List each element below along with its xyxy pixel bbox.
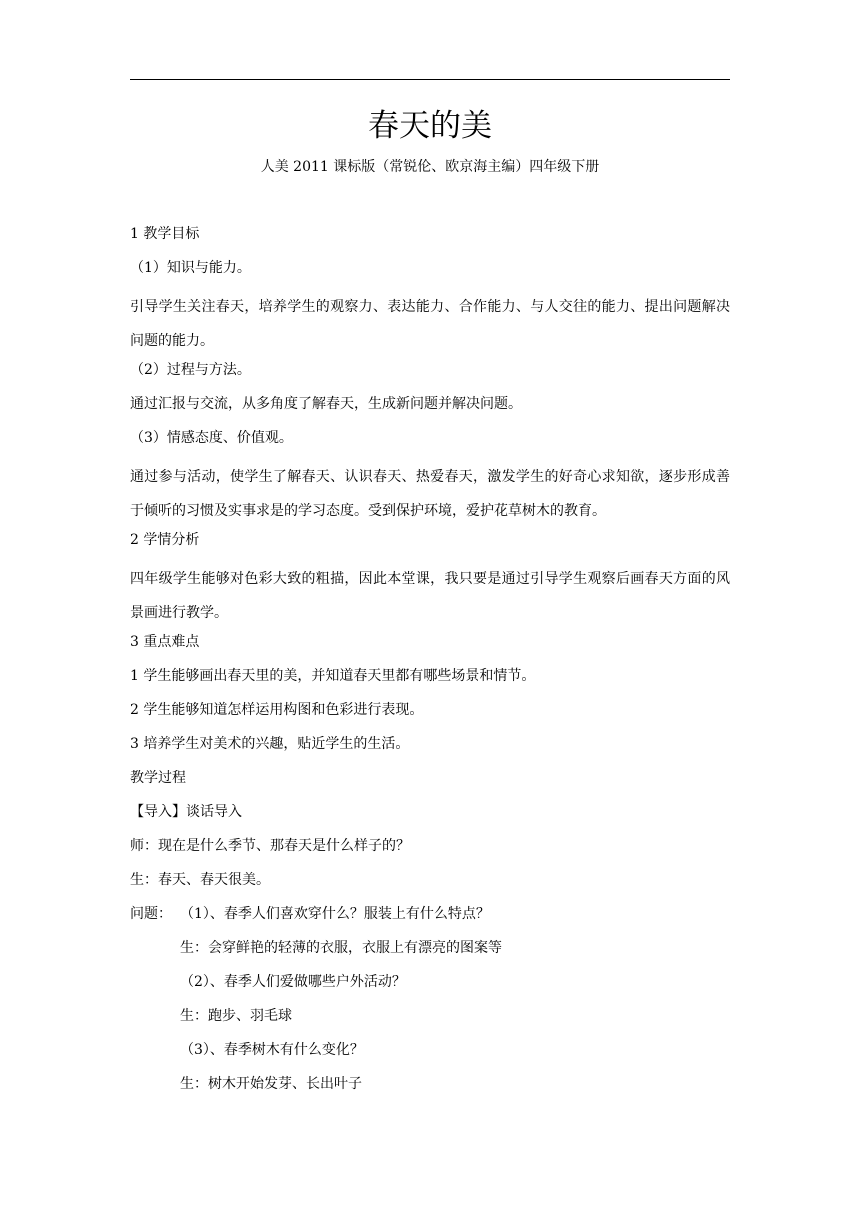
questions-label: 问题：	[130, 906, 172, 922]
question-item: （2）、春季人们爱做哪些户外活动？	[180, 974, 406, 990]
key-point-2: 2 学生能够知道怎样运用构图和色彩进行表现。	[130, 702, 424, 718]
step-intro: 【导入】谈话导入	[130, 804, 242, 820]
section-heading-key-points: 3 重点难点	[130, 634, 200, 650]
question-item: （1）、春季人们喜欢穿什么？服装上有什么特点？	[180, 906, 490, 922]
section-heading-objectives: 1 教学目标	[130, 226, 200, 242]
document-title: 春天的美	[368, 108, 492, 144]
paragraph-process: 通过汇报与交流，从多角度了解春天，生成新问题并解决问题。	[130, 396, 522, 412]
question-item: （3）、春季树木有什么变化？	[180, 1042, 364, 1058]
paragraph-analysis: 四年级学生能够对色彩大致的粗描，因此本堂课，我只要是通过引导学生观察后画春天方面的风景画进行教学。	[130, 571, 730, 621]
document-body	[130, 222, 730, 1106]
paragraph-knowledge: 引导学生关注春天，培养学生的观察力、表达能力、合作能力、与人交往的能力、提出问题解决问题的能力。	[130, 299, 730, 349]
key-point-3: 3 培养学生对美术的兴趣，贴近学生的生活。	[130, 736, 410, 752]
section-heading-process-steps: 教学过程	[130, 770, 186, 786]
answer-item: 生：跑步、羽毛球	[180, 1008, 292, 1024]
key-point-1: 1 学生能够画出春天里的美，并知道春天里都有哪些场景和情节。	[130, 668, 536, 684]
paragraph-attitude: 通过参与活动，使学生了解春天、认识春天、热爱春天，激发学生的好奇心求知欲，逐步形成善于倾听的习惯及实事求是的学习态度。受到保护环境，爱护花草树木的教育。	[130, 469, 730, 519]
subheading-process: （2）过程与方法。	[130, 362, 251, 378]
subheading-attitude: （3）情感态度、价值观。	[130, 430, 293, 446]
section-heading-analysis: 2 学情分析	[130, 532, 200, 548]
answer-item: 生：会穿鲜艳的轻薄的衣服，衣服上有漂亮的图案等	[180, 940, 502, 956]
header-rule	[130, 79, 730, 80]
question-row-1	[130, 902, 730, 936]
subheading-knowledge: （1）知识与能力。	[130, 260, 251, 276]
dialogue-student: 生：春天、春天很美。	[130, 872, 270, 888]
document-subtitle: 人美 2011 课标版（常锐伦、欧京海主编）四年级下册	[260, 159, 600, 175]
dialogue-teacher: 师：现在是什么季节、那春天是什么样子的？	[130, 838, 410, 854]
answer-item: 生：树木开始发芽、长出叶子	[180, 1076, 362, 1092]
